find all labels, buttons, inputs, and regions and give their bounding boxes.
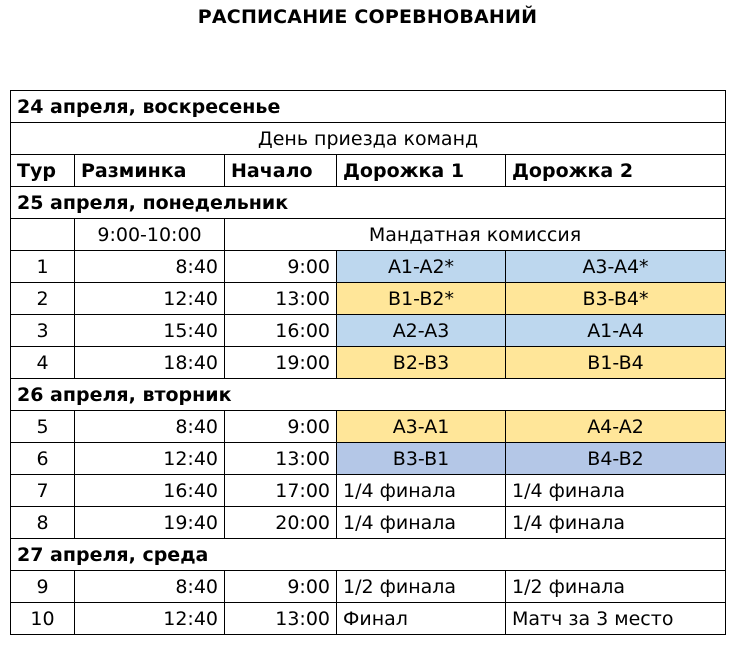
lane-1-cell: 1/2 финала xyxy=(337,571,506,603)
table-row xyxy=(11,571,726,603)
lane-2-cell: B1-B4 xyxy=(506,347,726,379)
tour-cell: 4 xyxy=(11,347,75,379)
table-row xyxy=(11,411,726,443)
tour-cell: 6 xyxy=(11,443,75,475)
header-lane-1: Дорожка 1 xyxy=(337,155,506,187)
warmup-cell: 9:00-10:00 xyxy=(75,219,225,251)
lane-1-cell: A3-A1 xyxy=(337,411,506,443)
tour-cell: 3 xyxy=(11,315,75,347)
warmup-cell: 16:40 xyxy=(75,475,225,507)
lane-2-cell: B3-B4* xyxy=(506,283,726,315)
day-note: Мандатная комиссия xyxy=(225,219,726,251)
day-heading: 24 апреля, воскресенье xyxy=(11,91,726,123)
start-cell: 9:00 xyxy=(225,411,337,443)
table-row xyxy=(11,283,726,315)
table-row xyxy=(11,315,726,347)
table-row xyxy=(11,251,726,283)
tour-cell: 2 xyxy=(11,283,75,315)
lane-2-cell: A3-A4* xyxy=(506,251,726,283)
lane-1-cell: Финал xyxy=(337,603,506,635)
note-row xyxy=(11,219,726,251)
lane-2-cell: Матч за 3 место xyxy=(506,603,726,635)
day-row xyxy=(11,539,726,571)
day-row xyxy=(11,91,726,123)
start-cell: 9:00 xyxy=(225,571,337,603)
lane-2-cell: 1/4 финала xyxy=(506,475,726,507)
table-row xyxy=(11,443,726,475)
header-warmup: Разминка xyxy=(75,155,225,187)
warmup-cell: 12:40 xyxy=(75,443,225,475)
start-cell: 20:00 xyxy=(225,507,337,539)
start-cell: 16:00 xyxy=(225,315,337,347)
lane-2-cell: A1-A4 xyxy=(506,315,726,347)
page-title: РАСПИСАНИЕ СОРЕВНОВАНИЙ xyxy=(197,6,538,28)
tour-cell: 9 xyxy=(11,571,75,603)
header-tour: Тур xyxy=(11,155,75,187)
lane-2-cell: 1/4 финала xyxy=(506,507,726,539)
header-lane-2: Дорожка 2 xyxy=(506,155,726,187)
table-row xyxy=(11,603,726,635)
start-cell: 19:00 xyxy=(225,347,337,379)
lane-1-cell: B1-B2* xyxy=(337,283,506,315)
lane-1-cell: B2-B3 xyxy=(337,347,506,379)
warmup-cell: 18:40 xyxy=(75,347,225,379)
lane-2-cell: B4-B2 xyxy=(506,443,726,475)
tour-cell: 1 xyxy=(11,251,75,283)
day-heading: 25 апреля, понедельник xyxy=(11,187,726,219)
day-row xyxy=(11,379,726,411)
tour-cell: 5 xyxy=(11,411,75,443)
tour-cell: 10 xyxy=(11,603,75,635)
warmup-cell: 12:40 xyxy=(75,603,225,635)
day-note: День приезда команд xyxy=(11,123,726,155)
day-heading: 27 апреля, среда xyxy=(11,539,726,571)
warmup-cell: 12:40 xyxy=(75,283,225,315)
day-heading: 26 апреля, вторник xyxy=(11,379,726,411)
start-cell: 17:00 xyxy=(225,475,337,507)
lane-1-cell: B3-B1 xyxy=(337,443,506,475)
header-start: Начало xyxy=(225,155,337,187)
table-row xyxy=(11,507,726,539)
tour-cell: 7 xyxy=(11,475,75,507)
schedule-table xyxy=(10,90,726,635)
warmup-cell: 19:40 xyxy=(75,507,225,539)
header-row xyxy=(11,155,726,187)
warmup-cell: 15:40 xyxy=(75,315,225,347)
warmup-cell: 8:40 xyxy=(75,571,225,603)
table-row xyxy=(11,347,726,379)
lane-1-cell: A1-A2* xyxy=(337,251,506,283)
start-cell: 9:00 xyxy=(225,251,337,283)
start-cell: 13:00 xyxy=(225,443,337,475)
start-cell: 13:00 xyxy=(225,603,337,635)
tour-cell: 8 xyxy=(11,507,75,539)
lane-1-cell: A2-A3 xyxy=(337,315,506,347)
empty-cell xyxy=(11,219,75,251)
lane-1-cell: 1/4 финала xyxy=(337,507,506,539)
note-row xyxy=(11,123,726,155)
table-row xyxy=(11,475,726,507)
day-row xyxy=(11,187,726,219)
warmup-cell: 8:40 xyxy=(75,251,225,283)
lane-2-cell: A4-A2 xyxy=(506,411,726,443)
warmup-cell: 8:40 xyxy=(75,411,225,443)
start-cell: 13:00 xyxy=(225,283,337,315)
lane-1-cell: 1/4 финала xyxy=(337,475,506,507)
lane-2-cell: 1/2 финала xyxy=(506,571,726,603)
